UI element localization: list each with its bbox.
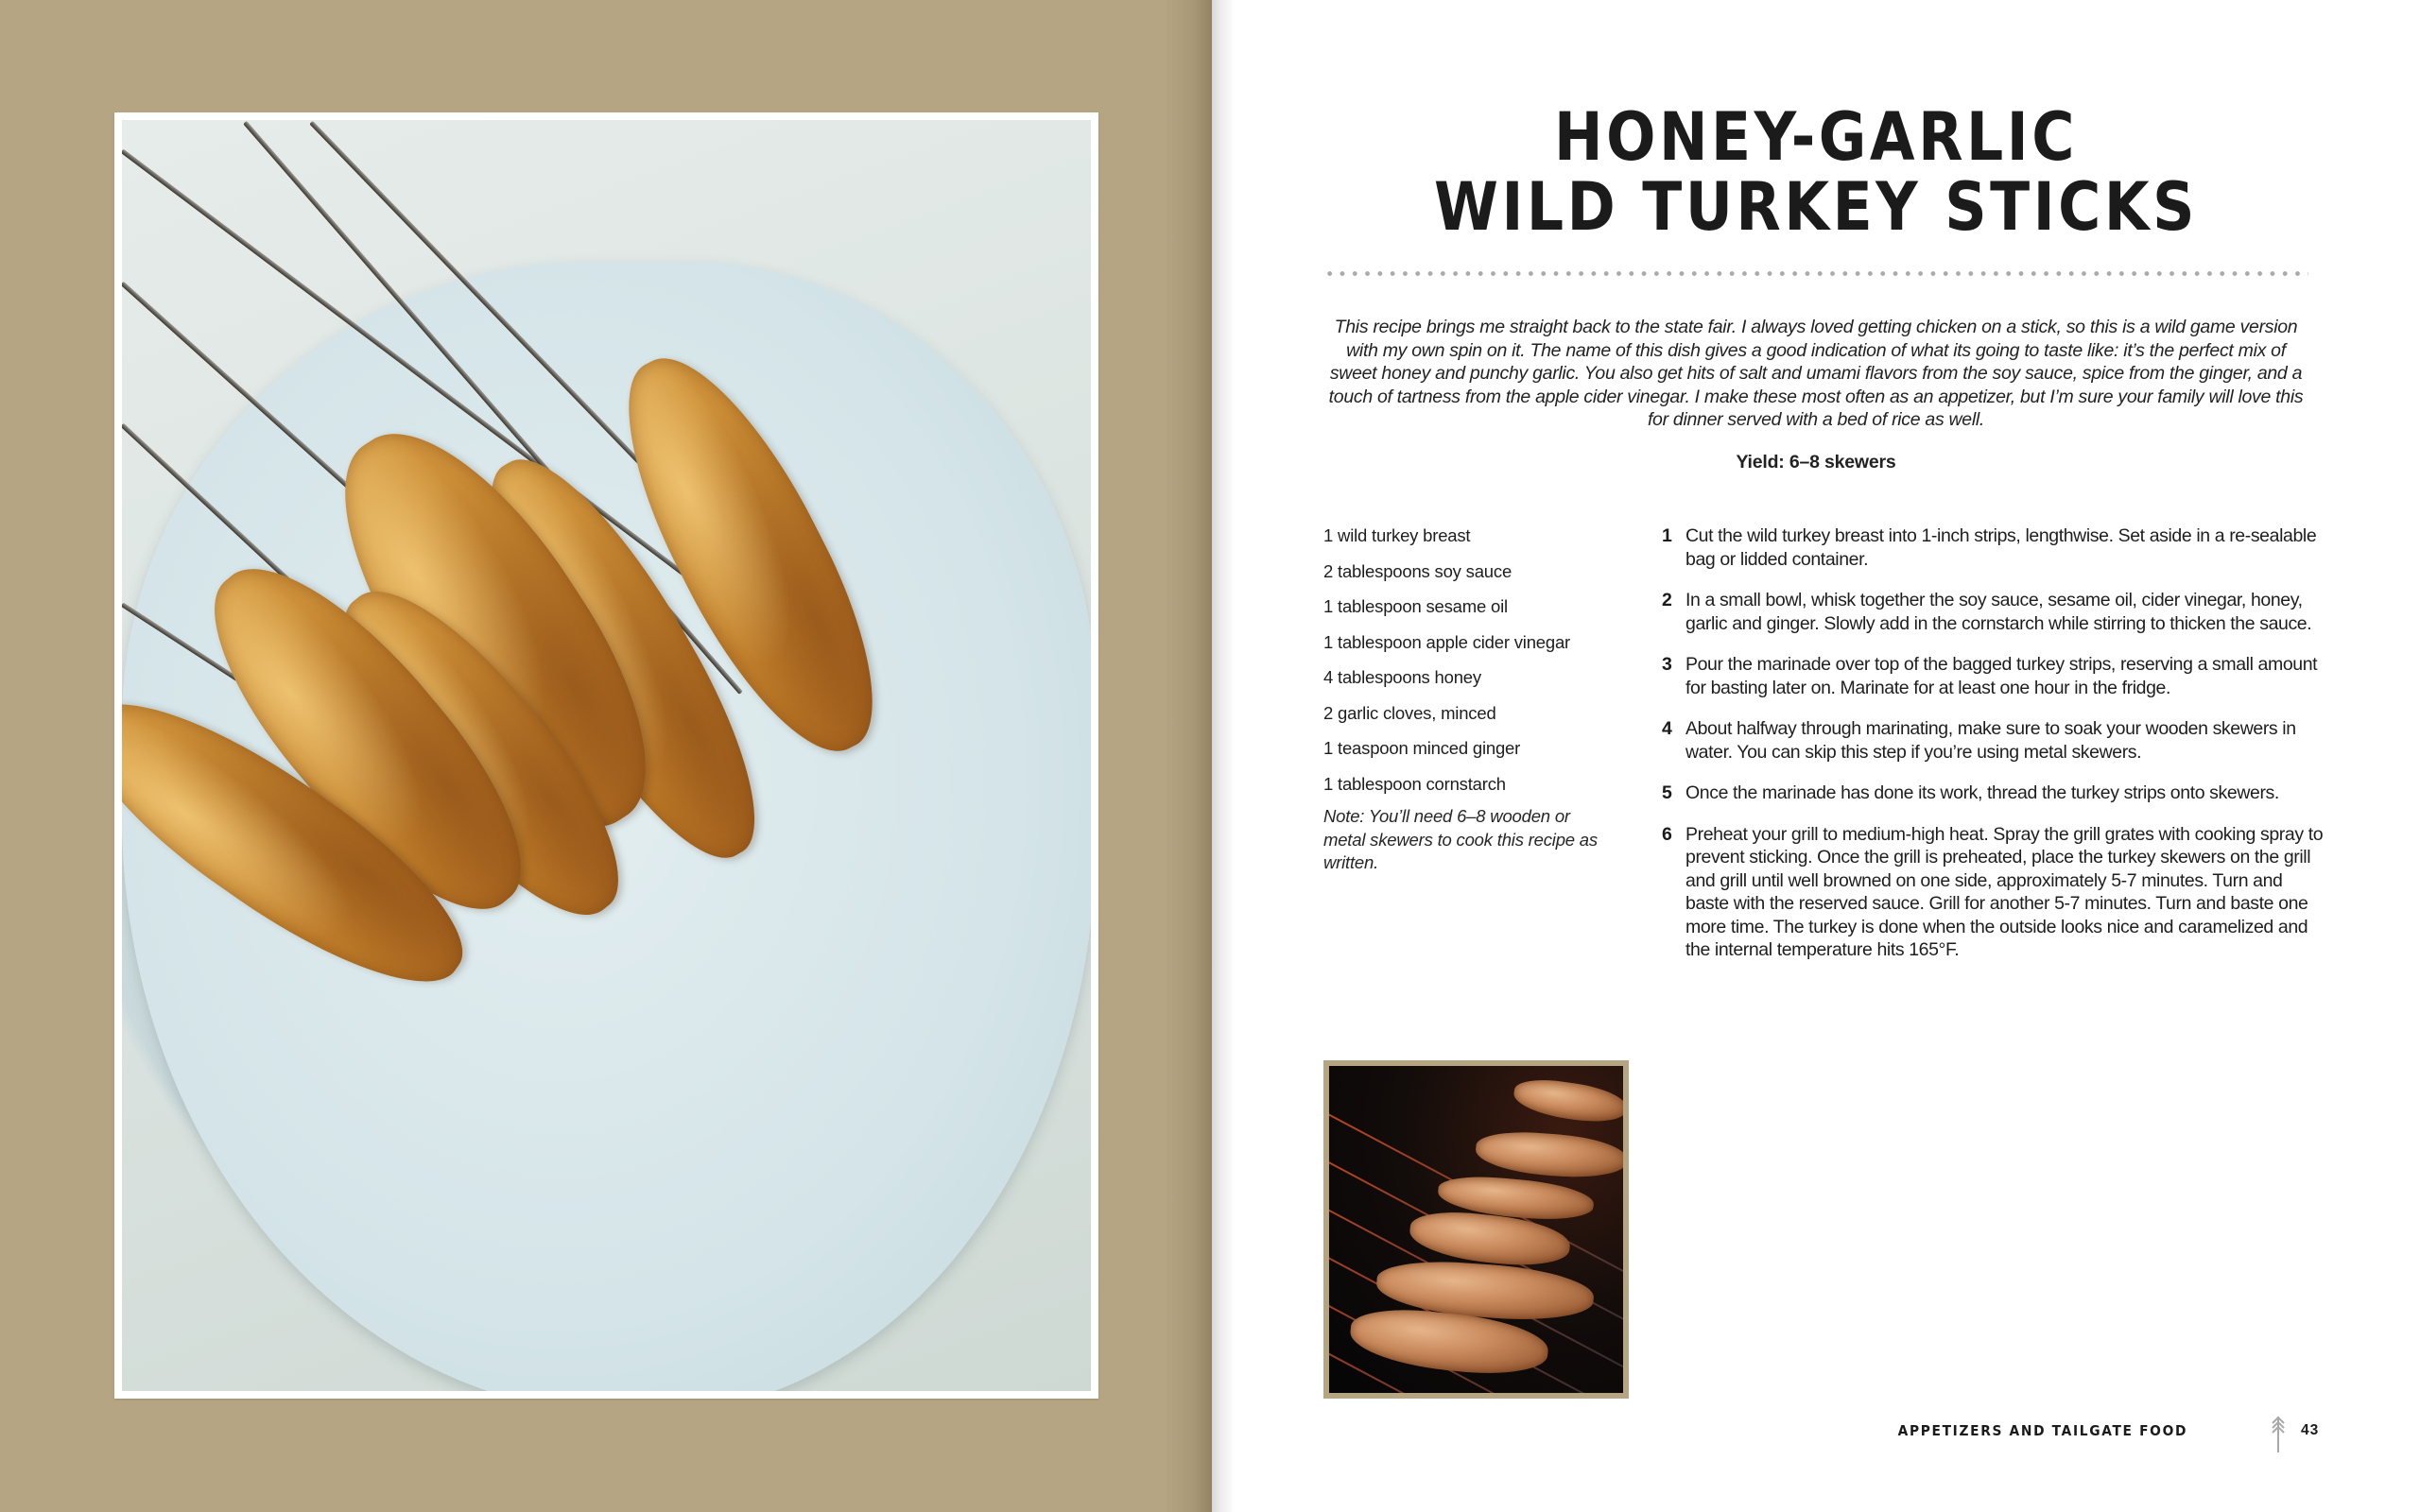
title-line-1: HONEY-GARLIC: [1554, 98, 2078, 176]
ingredient: 1 wild turkey breast: [1323, 525, 1471, 545]
step: [1662, 717, 2324, 764]
step-text: Preheat your grill to medium-high heat. Spray the grill grates with cooking spray to prevent sticking. Once the grill is preheated, place the turkey skewers on the grill and grill until well browned on one side, approximately 5-7 minutes. Turn and baste with the reserved sauce. Grill for another 5-7 minutes. Turn and baste one more time. The turkey is done when the outside looks nice and caramelized and the internal temperature hits 165°F.: [1685, 823, 2324, 960]
ingredient: 1 teaspoon minced ginger: [1323, 738, 1521, 758]
step-number: 2: [1662, 590, 1672, 610]
step-text: In a small bowl, whisk together the soy sauce, sesame oil, cider vinegar, honey, garlic and ginger. Slowly add in the cornstarch while stirring to thicken the sauce.: [1685, 590, 2312, 634]
grill-photo-frame: [1323, 1060, 1629, 1399]
right-page: [1212, 0, 2420, 1512]
step: [1662, 653, 2324, 699]
main-photo-frame: [114, 112, 1098, 1399]
step-text: Cut the wild turkey breast into 1-inch strips, lengthwise. Set aside in a re-sealable bag or lidded container.: [1685, 525, 2317, 570]
intro-paragraph: This recipe brings me straight back to the state fair. I always loved getting chicken on a stick, so this is a wild game version with my own spin on it. The name of this dish gives a good indication of what its going to taste like: it’s the perfect mix of sweet honey and punchy garlic. You also get hits of salt and umami flavors from the soy sauce, spice from the ginger, and a touch of tartness from the apple cider vinegar. I make these most often as an appetizer, but I’m sure your family will love this for dinner served with a bed of rice as well.: [1328, 317, 2304, 430]
step-number: 3: [1662, 654, 1672, 675]
step-number: 5: [1662, 782, 1672, 803]
step: [1662, 524, 2324, 571]
step: [1662, 823, 2324, 962]
step: [1662, 782, 2324, 805]
dotted-divider: [1323, 271, 2308, 276]
ingredients-list: [1323, 524, 1607, 808]
arrow-fletching-icon: [2270, 1415, 2287, 1452]
ingredient: 1 tablespoon sesame oil: [1323, 596, 1508, 616]
step-text: Pour the marinade over top of the bagged turkey strips, reserving a small amount for basting later on. Marinate for at least one hour in the fridge.: [1685, 654, 2318, 698]
grilled-strip: [1475, 1128, 1623, 1180]
ingredient: 1 tablespoon apple cider vinegar: [1323, 631, 1571, 652]
spine-shadow: [1163, 0, 1212, 1512]
ingredient: 4 tablespoons honey: [1323, 667, 1481, 687]
yield: Yield: 6–8 skewers: [1736, 452, 1896, 472]
step-number: 1: [1662, 525, 1672, 546]
page-footer: [1212, 1420, 2420, 1443]
footer-section-title: APPETIZERS AND TAILGATE FOOD: [1897, 1422, 2187, 1439]
turkey-skewers-photo: [122, 120, 1091, 1391]
step-text: Once the marinade has done its work, thread the turkey strips onto skewers.: [1685, 782, 2279, 803]
page-number: 43: [2301, 1422, 2320, 1438]
steps-list: [1662, 524, 2324, 980]
grill-photo: [1329, 1066, 1623, 1393]
step: [1662, 589, 2324, 635]
grilled-strip: [1512, 1075, 1623, 1126]
step-number: 4: [1662, 718, 1672, 739]
title-line-2: WILD TURKEY STICKS: [1433, 168, 2199, 246]
gutter-shade: [1212, 0, 1235, 1512]
ingredients-note: Note: You’ll need 6–8 wooden or metal skewers to cook this recipe as written.: [1323, 806, 1598, 872]
step-text: About halfway through marinating, make sure to soak your wooden skewers in water. You can skip this step if you’re using metal skewers.: [1685, 718, 2296, 763]
ingredient: 1 tablespoon cornstarch: [1323, 773, 1506, 794]
step-number: 6: [1662, 823, 1672, 845]
ingredient: 2 tablespoons soy sauce: [1323, 560, 1512, 581]
recipe-title: [1285, 98, 2348, 246]
ingredient: 2 garlic cloves, minced: [1323, 702, 1496, 723]
